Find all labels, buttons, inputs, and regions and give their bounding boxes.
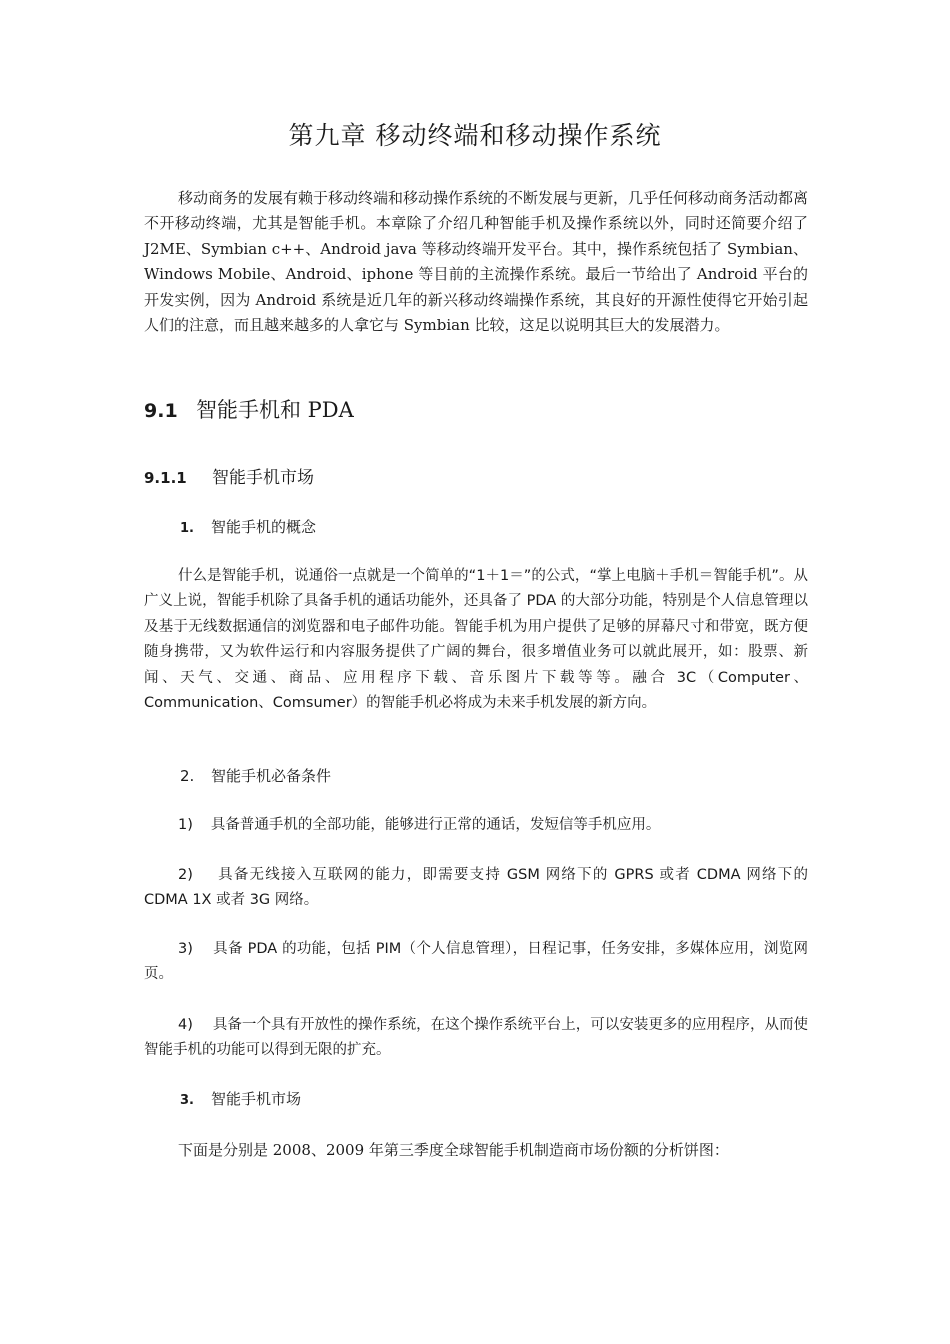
section-heading xyxy=(144,394,808,424)
condition-text: 具备无线接入互联网的能力，即需要支持 GSM 网络下的 GPRS 或者 CDMA 网络下的 CDMA 1X 或者 3G 网络。 xyxy=(144,867,808,909)
subsection-heading xyxy=(144,463,808,488)
condition-item xyxy=(144,1013,808,1064)
intro-paragraph: 移动商务的发展有赖于移动终端和移动操作系统的不断发展与更新，几乎任何移动商务活动都离不开移动终端，尤其是智能手机。本章除了介绍几种智能手机及操作系统以外，同时还简要介绍了 J2ME、Symbian c++、Android java 等移动终端开发平台。其中，操作系统包括了 Symbian、Windows Mobile、Android、iphone 等目前的主流操作系统。最后一节给出了 Android 平台的开发实例，因为 Android 系统是近几年的新兴移动终端操作系统，其良好的开源性使得它开始引起人们的注意，而且越来越多的人拿它与 Symbian 比较，这足以说明其巨大的发展潜力。 xyxy=(144,189,809,335)
item1-paragraph: 什么是智能手机，说通俗一点就是一个简单的“1＋1＝”的公式，“掌上电脑＋手机＝智能手机”。从广义上说，智能手机除了具备手机的通话功能外，还具备了 PDA 的大部分功能，特别是个人信息管理以及基于无线数据通信的浏览器和电子邮件功能。智能手机为用户提供了足够的屏幕尺寸和带宽，既方便随身携带，又为软件运行和内容服务提供了广阔的舞台，很多增值业务可以就此展开，如：股票、新闻、天气、交通、商品、应用程序下载、音乐图片下载等等。融合 3C（Computer、Communication、Comsumer）的智能手机必将成为未来手机发展的新方向。 xyxy=(144,568,808,712)
subsection-title: 智能手机市场 xyxy=(212,468,314,488)
section-number: 9.1 xyxy=(144,400,178,422)
item2-heading xyxy=(180,765,844,786)
item1-number: 1. xyxy=(180,521,194,536)
item2-title: 智能手机必备条件 xyxy=(211,767,332,785)
condition-item xyxy=(144,863,808,914)
condition-number: 2) xyxy=(178,867,193,883)
item3-number: 3. xyxy=(180,1093,194,1108)
item3-heading xyxy=(180,1088,844,1109)
chapter-title: 第九章 移动终端和移动操作系统 xyxy=(288,121,662,150)
condition-text: 具备普通手机的全部功能，能够进行正常的通话，发短信等手机应用。 xyxy=(210,817,661,833)
condition-number: 1) xyxy=(178,817,193,833)
subsection-number: 9.1.1 xyxy=(144,469,187,487)
condition-text: 具备 PDA 的功能，包括 PIM（个人信息管理），日程记事，任务安排，多媒体应用，浏览网页。 xyxy=(144,941,808,983)
item3-paragraph: 下面是分别是 2008、2009 年第三季度全球智能手机制造商市场份额的分析饼图： xyxy=(178,1141,729,1159)
condition-number: 3) xyxy=(178,941,193,957)
condition-number: 4) xyxy=(178,1017,193,1033)
condition-item xyxy=(144,813,808,838)
item1-title: 智能手机的概念 xyxy=(211,518,317,536)
section-title: 智能手机和 PDA xyxy=(196,398,354,422)
condition-text: 具备一个具有开放性的操作系统，在这个操作系统平台上，可以安装更多的应用程序，从而使智能手机的功能可以得到无限的扩充。 xyxy=(144,1017,808,1059)
condition-item xyxy=(144,937,808,988)
item2-number: 2. xyxy=(180,767,195,785)
item1-heading xyxy=(180,516,844,537)
item3-title: 智能手机市场 xyxy=(211,1090,302,1108)
